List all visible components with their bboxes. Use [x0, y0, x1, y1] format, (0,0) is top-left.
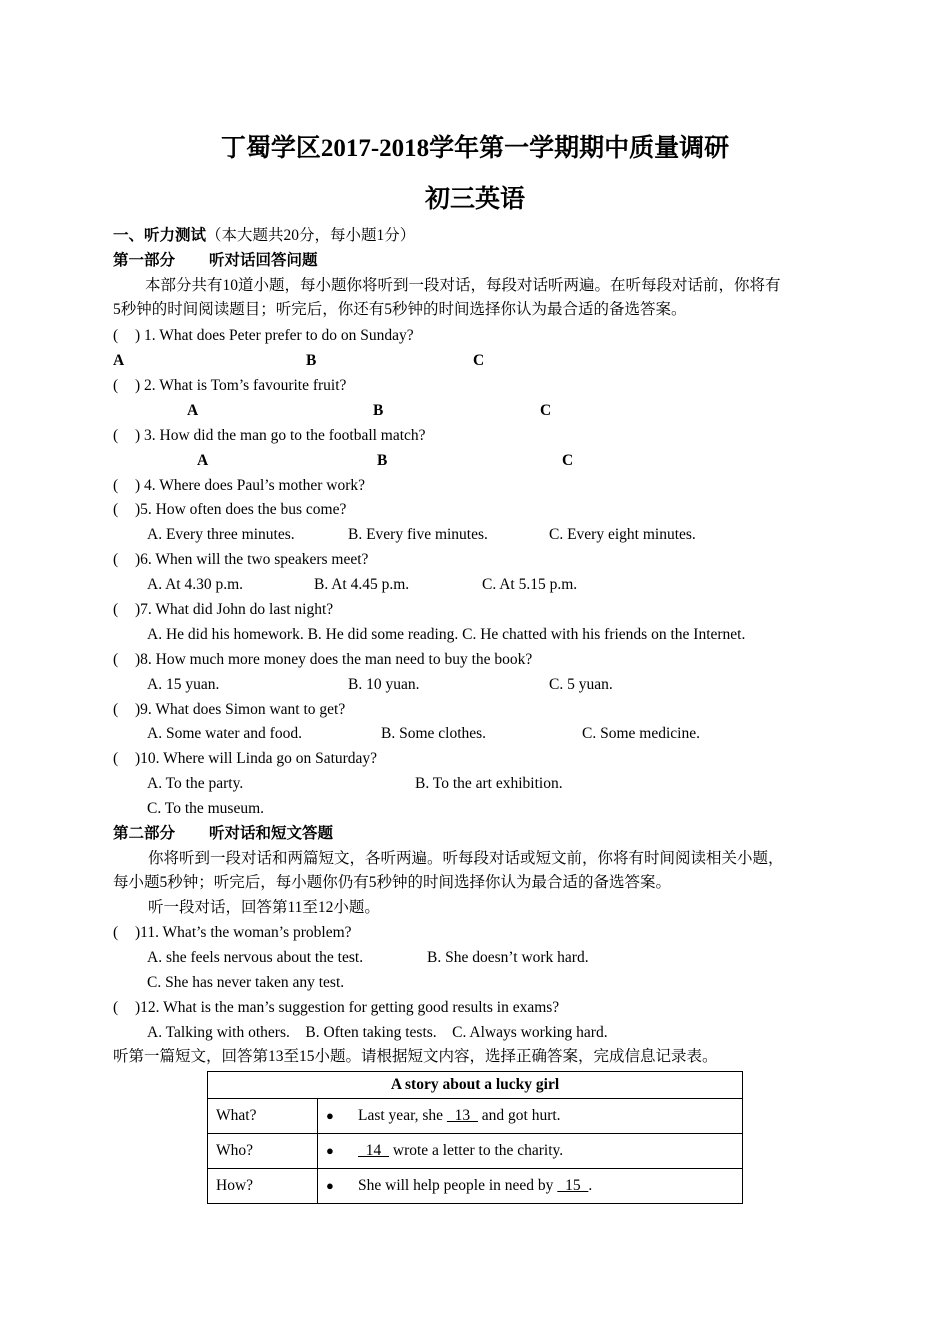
- row-text-post: .: [588, 1177, 593, 1194]
- info-record-table: [207, 1071, 743, 1204]
- row-text-pre: She will help people in need by: [358, 1177, 558, 1194]
- option-b: B. She doesn’t work hard.: [427, 949, 589, 966]
- bullet-icon: ●: [326, 1178, 334, 1193]
- option-c: C. At 5.15 p.m.: [482, 576, 578, 593]
- row-label: Who?: [208, 1134, 318, 1169]
- option-a: A. Some water and food.: [147, 725, 302, 742]
- picture-label-a: A: [197, 452, 209, 469]
- section-note: （本大题共20分，每小题1分）: [206, 227, 416, 244]
- part2-heading: [113, 824, 333, 844]
- question-9-text: )9. What does Simon want to get?: [135, 701, 346, 718]
- bullet-icon: ●: [326, 1108, 334, 1123]
- question-4: [113, 476, 365, 496]
- option-b: B. Every five minutes.: [348, 526, 488, 543]
- part2-label: 第二部分: [113, 825, 176, 842]
- bullet-icon: ●: [326, 1143, 334, 1158]
- picture-label-b: B: [306, 352, 317, 369]
- page-title: 丁蜀学区2017-2018学年第一学期期中质量调研: [220, 135, 730, 162]
- question-7-text: )7. What did John do last night?: [135, 601, 334, 618]
- part1-intro-line1: 本部分共有10道小题，每小题你将听到一段对话，每段对话听两遍。在听每段对话前，你将有: [145, 277, 781, 294]
- answer-bracket: (: [113, 551, 119, 568]
- question-5-text: )5. How often does the bus come?: [135, 501, 347, 518]
- section-heading-label: 一、听力测试: [113, 227, 207, 244]
- section-heading: [113, 226, 415, 246]
- answer-bracket: (: [113, 377, 119, 394]
- picture-label-c: C: [473, 352, 485, 369]
- question-10: [113, 749, 377, 769]
- blank-14: 14: [358, 1142, 389, 1159]
- question-3-text: ) 3. How did the man go to the football match?: [135, 427, 426, 444]
- answer-bracket: (: [113, 501, 119, 518]
- answer-bracket: (: [113, 601, 119, 618]
- dialog-note: 听一段对话，回答第11至12小题。: [148, 899, 380, 916]
- question-8-text: )8. How much more money does the man need to buy the book?: [135, 651, 533, 668]
- question-12-text: )12. What is the man’s suggestion for getting good results in exams?: [135, 999, 560, 1016]
- option-c: C. Every eight minutes.: [549, 526, 696, 543]
- question-3: [113, 426, 426, 446]
- row-label: What?: [208, 1099, 318, 1134]
- option-c: C. To the museum.: [147, 800, 265, 817]
- part2-intro-line2: 每小题5秒钟；听完后，每小题你仍有5秒钟的时间选择你认为最合适的备选答案。: [113, 874, 672, 891]
- table-row: [208, 1134, 743, 1169]
- blank-15: 15: [557, 1177, 589, 1194]
- question-2-text: ) 2. What is Tom’s favourite fruit?: [135, 377, 347, 394]
- option-a: A. To the party.: [147, 775, 244, 792]
- question-10-text: )10. Where will Linda go on Saturday?: [135, 750, 378, 767]
- picture-label-c: C: [540, 402, 552, 419]
- question-11-text: )11. What’s the woman’s problem?: [135, 924, 352, 941]
- table-row: [208, 1099, 743, 1134]
- part1-heading: [113, 251, 318, 271]
- picture-label-a: A: [187, 402, 199, 419]
- row-text-pre: Last year, she: [358, 1107, 447, 1124]
- row-content: [318, 1169, 743, 1204]
- table-header: A story about a lucky girl: [208, 1072, 743, 1099]
- answer-bracket: (: [113, 750, 119, 767]
- option-a: A. Every three minutes.: [147, 526, 295, 543]
- part1-label: 第一部分: [113, 252, 176, 269]
- answer-bracket: (: [113, 924, 119, 941]
- answer-bracket: (: [113, 427, 119, 444]
- row-label: How?: [208, 1169, 318, 1204]
- question-2: [113, 376, 346, 396]
- option-c: C. She has never taken any test.: [147, 974, 345, 991]
- options-line: A. He did his homework. B. He did some reading. C. He chatted with his friends on the Internet.: [147, 626, 746, 643]
- answer-bracket: (: [113, 477, 119, 494]
- option-c: C. 5 yuan.: [549, 676, 613, 693]
- option-a: A. she feels nervous about the test.: [147, 949, 364, 966]
- part2-title: 听对话和短文答题: [209, 825, 334, 842]
- question-1: [113, 326, 414, 346]
- option-b: B. To the art exhibition.: [415, 775, 563, 792]
- row-content: [318, 1099, 743, 1134]
- picture-label-a: A: [113, 352, 125, 369]
- option-c: C. Some medicine.: [582, 725, 700, 742]
- question-5: [113, 500, 346, 520]
- part1-intro-line2: 5秒钟的时间阅读题目；听完后，你还有5秒钟的时间选择你认为最合适的备选答案。: [113, 301, 687, 318]
- part1-title: 听对话回答问题: [209, 252, 318, 269]
- question-6-text: )6. When will the two speakers meet?: [135, 551, 369, 568]
- option-b: B. At 4.45 p.m.: [314, 576, 410, 593]
- answer-bracket: (: [113, 327, 119, 344]
- option-b: B. 10 yuan.: [348, 676, 420, 693]
- row-text-post: wrote a letter to the charity.: [389, 1142, 564, 1159]
- answer-bracket: (: [113, 651, 119, 668]
- question-9: [113, 700, 345, 720]
- picture-label-c: C: [562, 452, 574, 469]
- page-subtitle: 初三英语: [424, 186, 525, 213]
- row-content: [318, 1134, 743, 1169]
- picture-label-b: B: [373, 402, 384, 419]
- option-b: B. Some clothes.: [381, 725, 487, 742]
- row-text-post: and got hurt.: [477, 1107, 561, 1124]
- passage-note: 听第一篇短文，回答第13至15小题。请根据短文内容，选择正确答案，完成信息记录表。: [113, 1048, 718, 1065]
- question-12: [113, 998, 559, 1018]
- option-a: A. 15 yuan.: [147, 676, 220, 693]
- option-a: A. At 4.30 p.m.: [147, 576, 244, 593]
- question-4-text: ) 4. Where does Paul’s mother work?: [135, 477, 366, 494]
- table-row: [208, 1169, 743, 1204]
- options-line: A. Talking with others. B. Often taking tests. C. Always working hard.: [147, 1024, 608, 1041]
- blank-13: 13: [446, 1107, 478, 1124]
- question-11: [113, 923, 352, 943]
- answer-bracket: (: [113, 701, 119, 718]
- table-header-row: [208, 1072, 743, 1099]
- question-7: [113, 600, 333, 620]
- answer-bracket: (: [113, 999, 119, 1016]
- part2-intro-line1: 你将听到一段对话和两篇短文，各听两遍。听每段对话或短文前，你将有时间阅读相关小题，: [148, 850, 784, 867]
- question-8: [113, 650, 532, 670]
- question-1-text: ) 1. What does Peter prefer to do on Sunday?: [135, 327, 414, 344]
- picture-label-b: B: [377, 452, 388, 469]
- question-6: [113, 550, 368, 570]
